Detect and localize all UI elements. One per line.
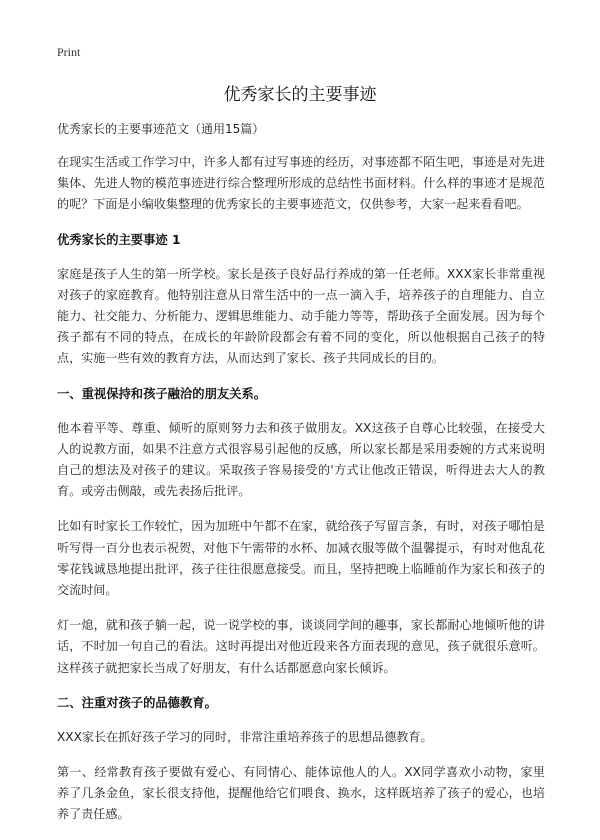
- page-title: 优秀家长的主要事迹: [223, 85, 377, 105]
- paragraph-5: XXX家长在抓好孩子学习的同时，非常注重培养孩子的思想品德教育。: [57, 729, 433, 744]
- section-heading-1: 优秀家长的主要事迹 1: [57, 232, 181, 247]
- subheading-moral-education: 二、注重对孩子的品德教育。: [57, 695, 217, 710]
- document-body: [57, 152, 545, 840]
- paragraph-1: 家庭是孩子人生的第一所学校。家长是孩子良好品行养成的第一任老师。XXX家长非常重视对孩子的家庭教育。他特别注意从日常生活中的一点一滴入手，培养孩子的自理能力、自立能力、社交能力、分析能力、逻辑思维能力、动手能力等等，帮助孩子全面发展。因为每个孩子都有不同的特点，在成长的年龄阶段都会有着不同的变化，所以他根据自己孩子的特点，实施一些有效的教育方法，从而达到了家长、孩子共同成长的目的。: [57, 266, 545, 366]
- paragraph-3: 比如有时家长工作较忙，因为加班中午都不在家，就给孩子写留言条，有时，对孩子哪怕是听写得一百分也表示祝贺，对他下午需带的水杯、加减衣服等做个温馨提示，有时对他乱花零花钱诚恳地提出批评，孩子往往很愿意接受。而且，坚持把晚上临睡前作为家长和孩子的交流时间。: [57, 519, 545, 598]
- document-subtitle: 优秀家长的主要事迹范文（通用15篇）: [57, 122, 265, 136]
- intro-paragraph: 在现实生活或工作学习中，许多人都有过写事迹的经历，对事迹都不陌生吧，事迹是对先进集体、先进人物的模范事迹进行综合整理所形成的总结性书面材料。什么样的事迹才是规范的呢？下面是小编收集整理的优秀家长的主要事迹范文，仅供参考，大家一起来看看吧。: [57, 155, 545, 212]
- paragraph-4: 灯一熄，就和孩子躺一起，说一说学校的事，谈谈同学间的趣事，家长都耐心地倾听他的讲话，不时加一句自己的看法。这时再提出对他近段来各方面表现的意见，孩子就很乐意听。这样孩子就把家长当成了好朋友，有什么话都愿意向家长倾诉。: [57, 618, 545, 675]
- paragraph-6: 第一、经常教育孩子要做有爱心、有同情心、能体谅他人的人。XX同学喜欢小动物，家里养了几条金鱼，家长很支持他，提醒他给它们喂食、换水，这样既培养了孩子的爱心，也培养了责任感。: [57, 765, 545, 822]
- paragraph-2: 他本着平等、尊重、倾听的原则努力去和孩子做朋友。XX这孩子自尊心比较强，在接受大人的说教方面，如果不注意方式很容易引起他的反感，所以家长都是采用委婉的方式来说明自己的想法及对孩子的建议。采取孩子容易接受的'方式让他改正错误，听得进去大人的教育。或旁击侧敲，或先表扬后批评。: [57, 420, 545, 499]
- print-link[interactable]: Print: [57, 45, 81, 59]
- subheading-friendship: 一、重视保持和孩子融洽的朋友关系。: [57, 386, 267, 401]
